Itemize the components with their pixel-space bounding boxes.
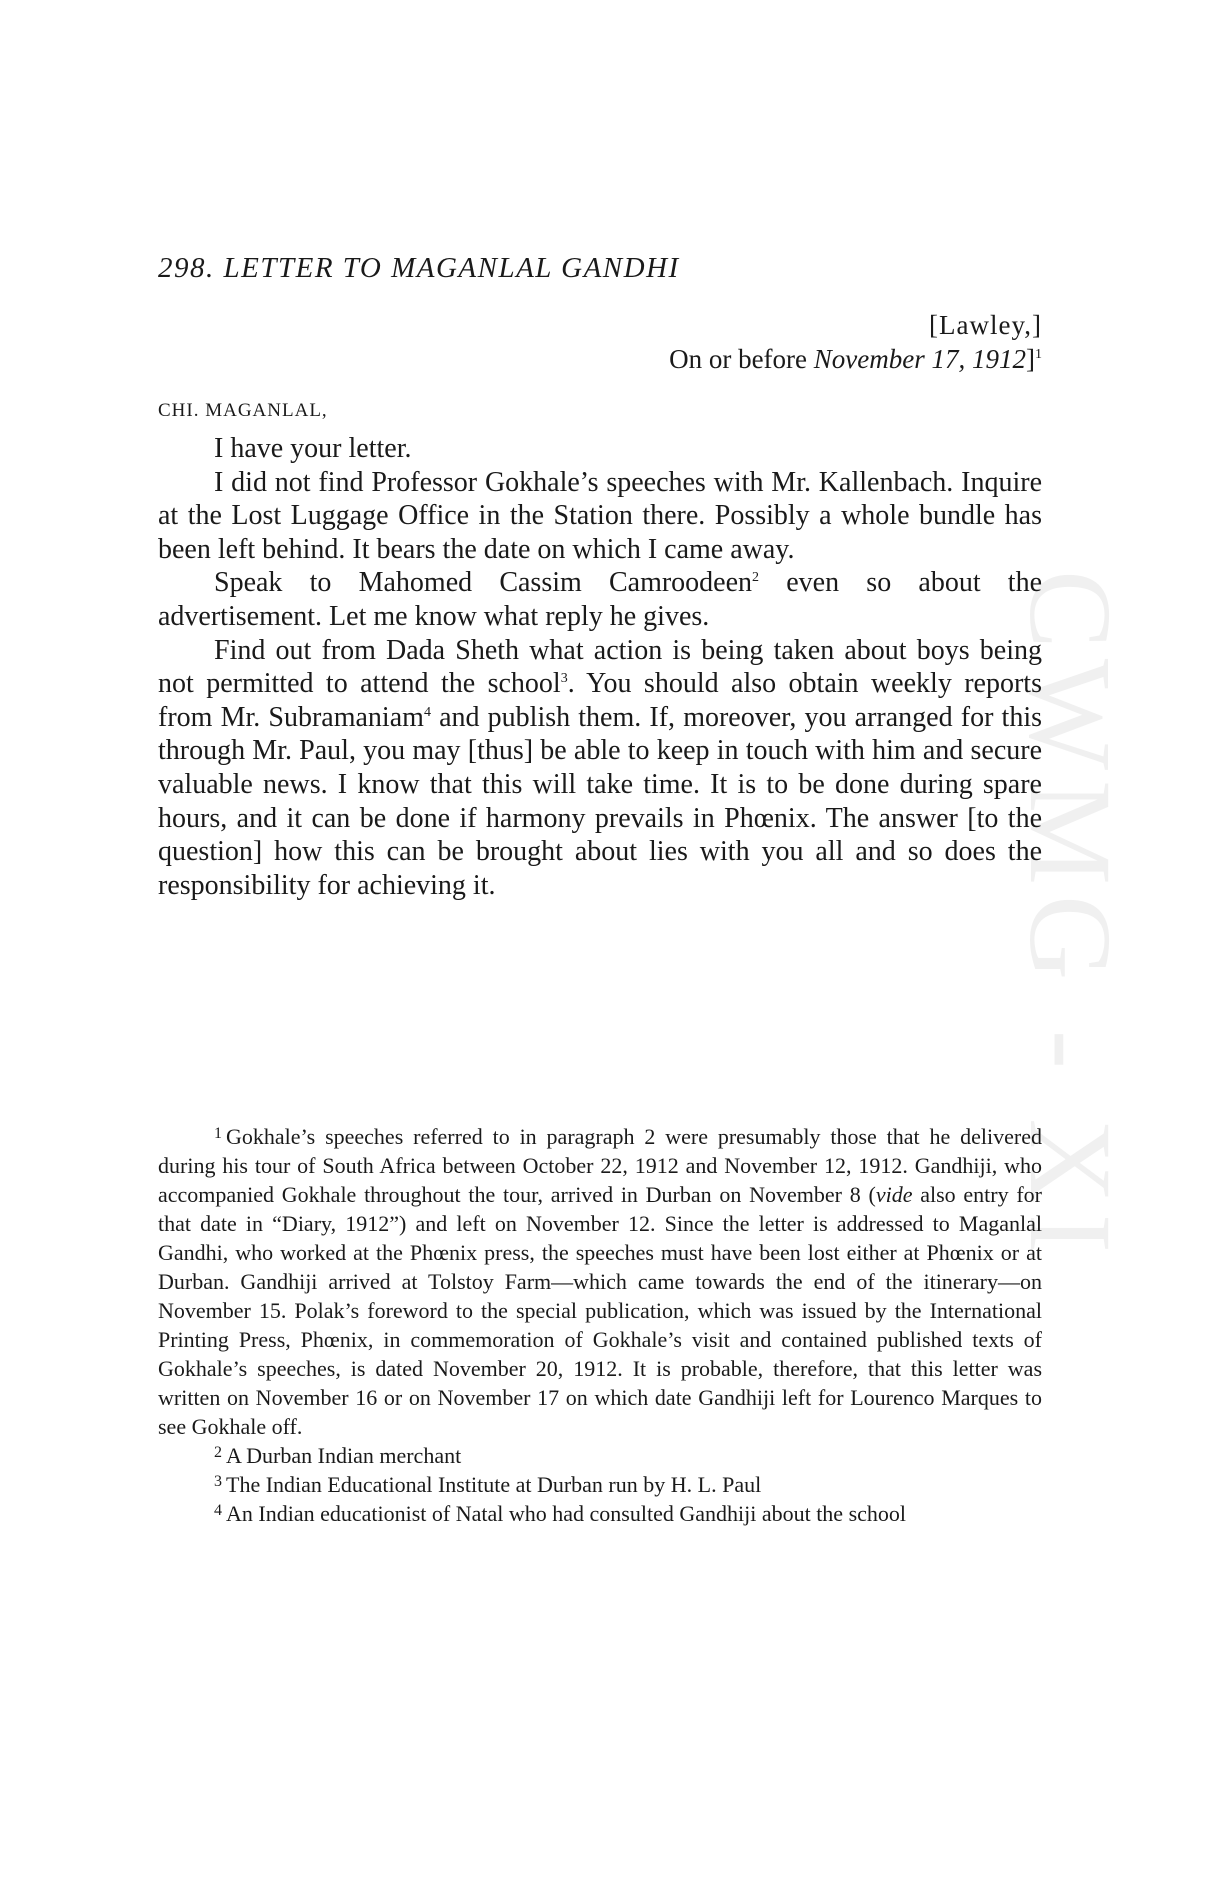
footnote-1-text-b: also entry for that date in “Diary, 1912”) and left on November 12. Since the letter is addressed to Maganlal Gandhi, who worked at the Phœnix press, the speeches must have been lost either at Phœnix or at Durban. Gandhiji arrived at Tolstoy Farm—which came towards the end of the itinerary—on November 15. Polak’s foreword to the special publication, which was issued by the International Printing Press, Phœnix, in commemoration of Gokhale’s visit and contained published texts of Gokhale’s speeches, is dated November 20, 1912. It is probable, therefore, that this letter was written on November 16 or on November 17 on which date Gandhiji left for Lourenco Marques to see Gokhale off. [158, 1182, 1042, 1439]
footnote-4-mark: 4 [214, 1502, 222, 1519]
paragraph-4-text-a: Find out from Dada Sheth what action is being taken about boys being not permitted to attend the school [158, 634, 1042, 700]
salutation: CHI. MAGANLAL, [158, 400, 328, 421]
paragraph-2: I did not find Professor Gokhale’s speeches with Mr. Kallenbach. Inquire at the Lost Luggage Office in the Station there. Possibly a whole bundle has been left behind. It bears the date on which I came away. [158, 466, 1042, 565]
footnote-1 [158, 1122, 1042, 1441]
footnote-ref-1: 1 [1035, 347, 1042, 362]
footnote-4 [158, 1499, 1042, 1528]
letter-date [669, 344, 1042, 375]
paragraph-4-text-c: and publish them. If, moreover, you arranged for this through Mr. Paul, you may [thus] be able to keep in touch with him and secure valuable news. I know that this will take time. It is to be done during spare hours, and it can be done if harmony prevails in Phœnix. The answer [to the question] how this can be brought about lies with you all and so does the responsibility for achieving it. [158, 701, 1043, 901]
footnote-2-text: A Durban Indian merchant [226, 1443, 462, 1468]
footnote-ref-2: 2 [752, 570, 760, 586]
paragraph-3-text-b: even so about the advertisement. Let me know what reply he gives. [158, 567, 1042, 632]
footnote-3-mark: 3 [214, 1473, 222, 1490]
footnote-2 [158, 1441, 1042, 1470]
footnote-ref-3: 3 [560, 671, 568, 687]
footnote-3-text: The Indian Educational Institute at Durban run by H. L. Paul [226, 1472, 762, 1497]
footnote-1-text-a: Gokhale’s speeches referred to in paragraph 2 were presumably those that he delivered during his tour of South Africa between October 22, 1912 and November 12, 1912. Gandhiji, who accompanied Gokhale throughout the tour, arrived in Durban on November 8 ( [158, 1124, 1042, 1207]
letter-body [158, 432, 1042, 902]
date-value: November 17, 1912 [813, 344, 1026, 374]
watermark: CWMG - XI [1005, 570, 1136, 1264]
letter-place: [Lawley,] [929, 310, 1042, 340]
paragraph-4-text-b: . You should also obtain weekly reports from Mr. Subramaniam [158, 668, 1042, 733]
footnote-1-italic: vide [875, 1182, 913, 1207]
letter-title: 298. LETTER TO MAGANLAL GANDHI [158, 252, 680, 284]
footnotes [158, 1122, 1042, 1528]
footnote-4-text: An Indian educationist of Natal who had consulted Gandhiji about the school [226, 1501, 907, 1526]
footnote-ref-4: 4 [423, 704, 431, 720]
paragraph-3-text-a: Speak to Mahomed Cassim Camroodeen [214, 567, 753, 599]
paragraph-4 [158, 634, 1042, 903]
paragraph-1: I have your letter. [214, 433, 412, 464]
footnote-3 [158, 1470, 1042, 1499]
date-suffix: ] [1026, 344, 1035, 374]
footnote-1-mark: 1 [214, 1125, 222, 1142]
date-prefix: On or before [669, 344, 814, 374]
footnote-2-mark: 2 [214, 1444, 222, 1461]
paragraph-3 [158, 566, 1042, 633]
